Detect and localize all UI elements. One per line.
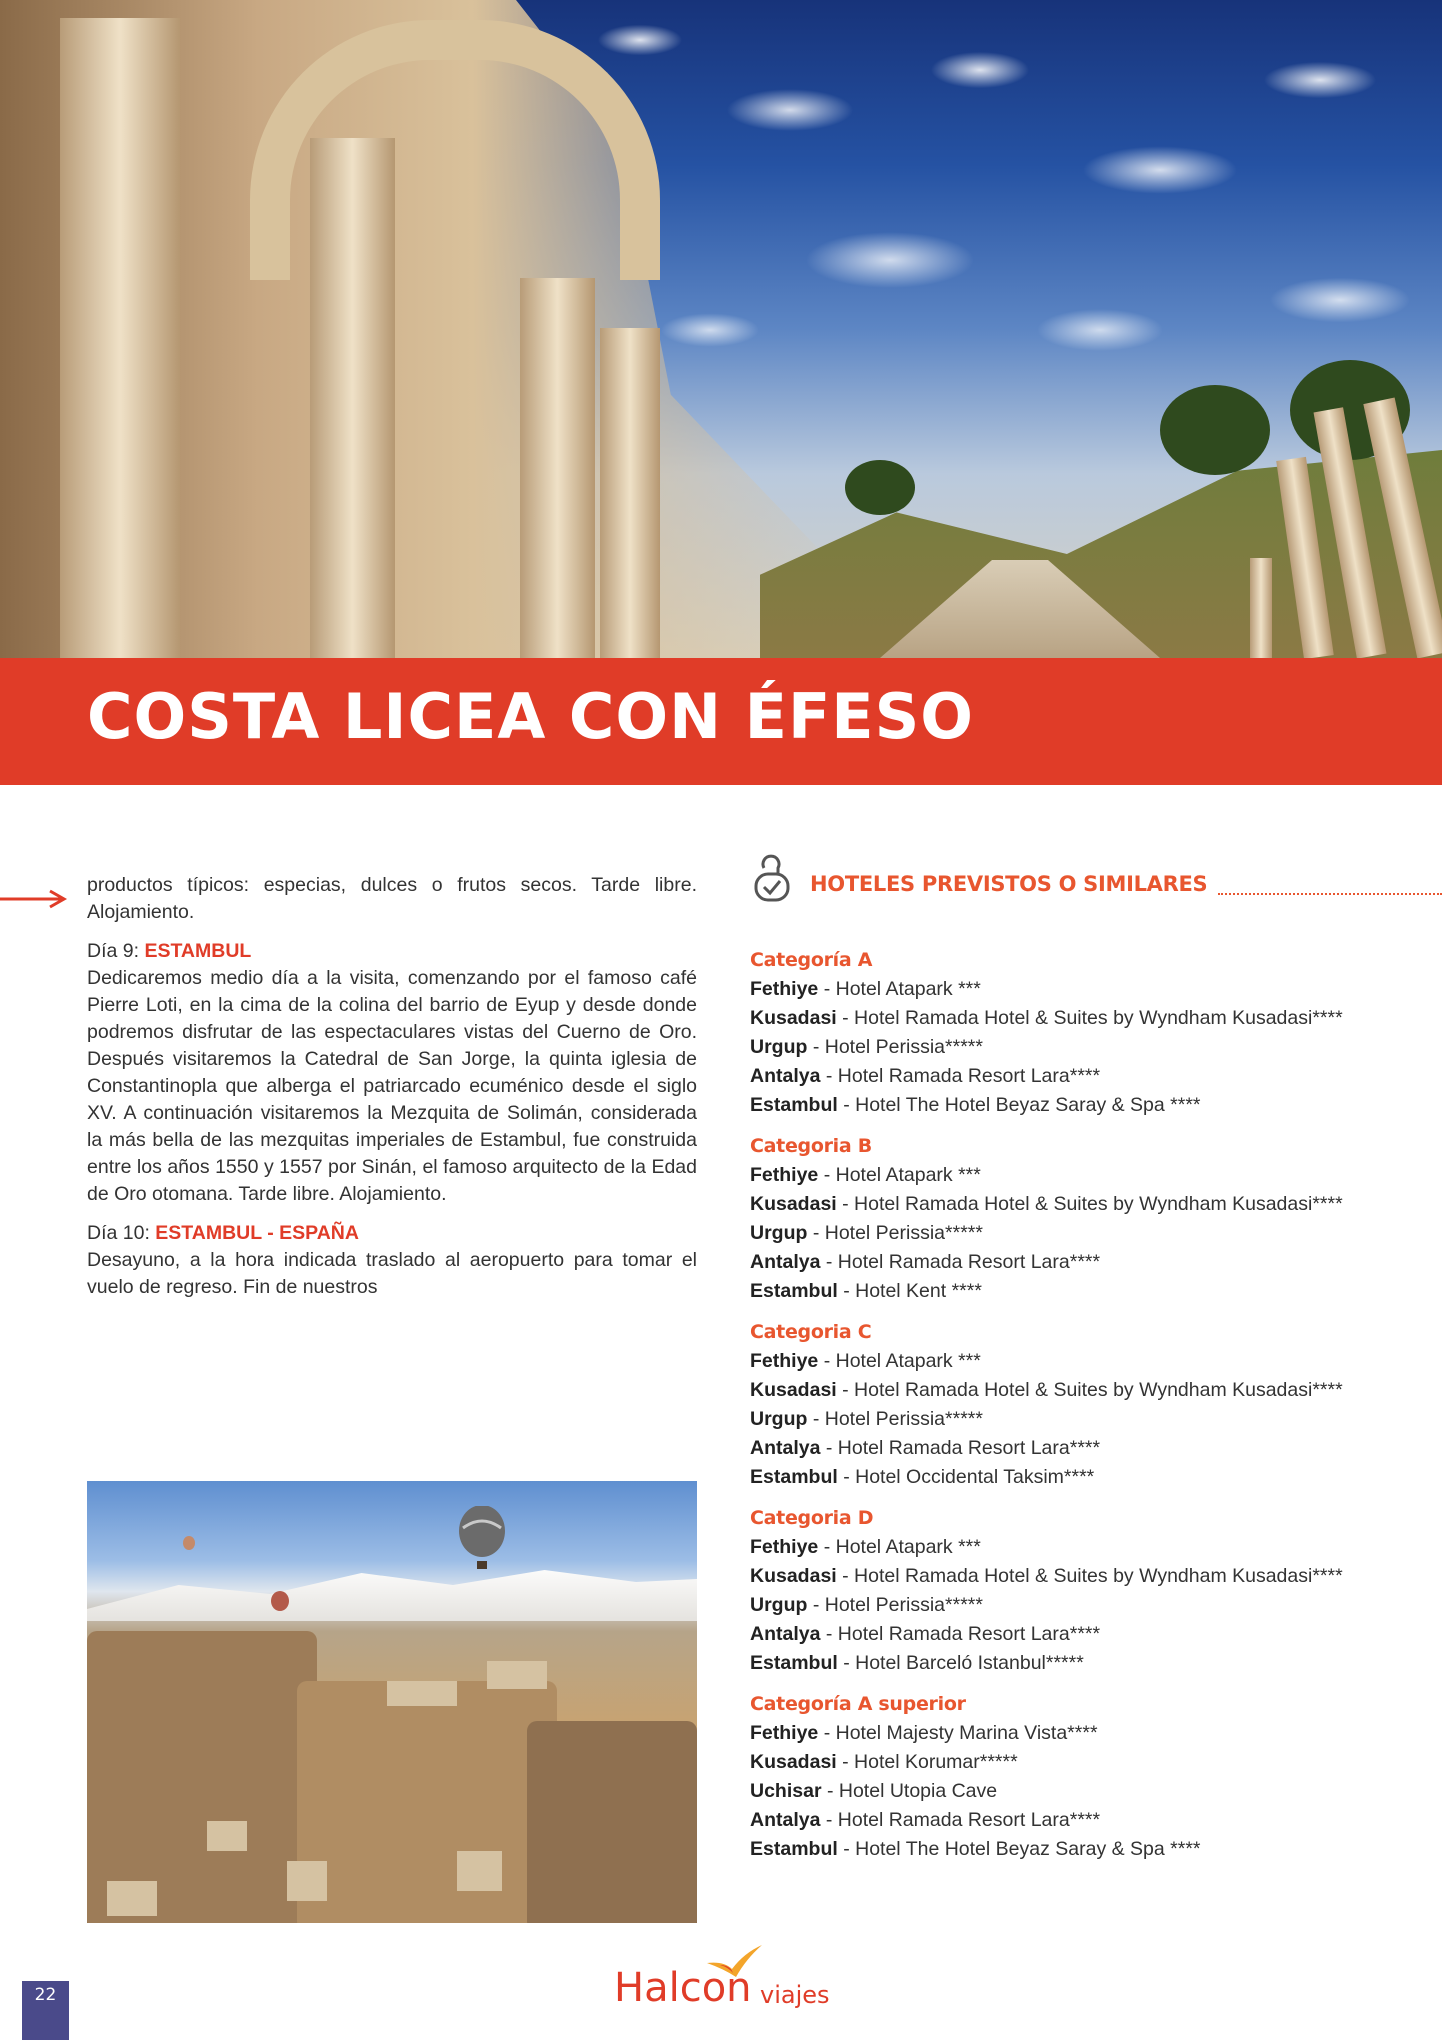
- hotel-row: [750, 1562, 1442, 1591]
- cave-house: [387, 1681, 457, 1706]
- hotel-name: - Hotel Kent ****: [837, 1280, 982, 1302]
- hotel-city: Uchisar: [750, 1780, 822, 1802]
- title-band: [0, 658, 1442, 785]
- hotel-city: Estambul: [750, 1838, 838, 1860]
- day-destination: ESTAMBUL - ESPAÑA: [155, 1222, 359, 1244]
- hotel-name: - Hotel The Hotel Beyaz Saray & Spa ****: [837, 1094, 1201, 1116]
- hotel-row: [750, 1463, 1442, 1492]
- cave-house: [287, 1861, 327, 1901]
- hotel-city: Fethiye: [750, 1536, 819, 1558]
- hotel-name: - Hotel Ramada Hotel & Suites by Wyndham Kusadasi****: [836, 1193, 1343, 1215]
- column: [600, 328, 660, 658]
- hotel-row: [750, 1062, 1442, 1091]
- hotel-name: - Hotel Perissia*****: [807, 1222, 983, 1244]
- hotel-name: - Hotel The Hotel Beyaz Saray & Spa ****: [837, 1838, 1201, 1860]
- hotel-city: Estambul: [750, 1280, 838, 1302]
- day-description: Desayuno, a la hora indicada traslado al aeropuerto para tomar el vuelo de regreso. Fin de nuestros: [87, 1249, 697, 1298]
- hotel-name: - Hotel Atapark ***: [818, 1350, 981, 1372]
- category-title: Categoria B: [750, 1135, 872, 1157]
- hotel-row: [750, 1591, 1442, 1620]
- column: [520, 278, 595, 658]
- hotel-city: Kusadasi: [750, 1193, 837, 1215]
- logo-brand-sub: viajes: [760, 1981, 830, 2009]
- hotel-row: [750, 1649, 1442, 1678]
- column: [310, 138, 395, 658]
- category-d: [750, 1504, 1442, 1678]
- rock-formation: [297, 1681, 557, 1923]
- tree: [1160, 385, 1270, 475]
- hotel-city: Kusadasi: [750, 1565, 837, 1587]
- hotel-name: - Hotel Atapark ***: [818, 1536, 981, 1558]
- day-label: Día 9:: [87, 940, 145, 962]
- category-title: Categoría A: [750, 949, 873, 971]
- hotel-city: Fethiye: [750, 1350, 819, 1372]
- hotel-city: Estambul: [750, 1652, 838, 1674]
- hotel-city: Urgup: [750, 1594, 808, 1616]
- column: [1250, 558, 1272, 658]
- hotel-city: Kusadasi: [750, 1379, 837, 1401]
- hotel-row: [750, 1248, 1442, 1277]
- category-title: Categoria D: [750, 1507, 874, 1529]
- hotel-name: - Hotel Ramada Hotel & Suites by Wyndham Kusadasi****: [836, 1007, 1343, 1029]
- hotel-name: - Hotel Perissia*****: [807, 1408, 983, 1430]
- cappadocia-photo: [87, 1481, 697, 1923]
- hotel-name: - Hotel Atapark ***: [818, 1164, 981, 1186]
- hotel-name: - Hotel Ramada Hotel & Suites by Wyndham Kusadasi****: [836, 1565, 1343, 1587]
- hotel-row: [750, 1806, 1442, 1835]
- hotel-city: Urgup: [750, 1408, 808, 1430]
- hotel-row: [750, 975, 1442, 1004]
- hotel-city: Antalya: [750, 1251, 821, 1273]
- category-a: [750, 946, 1442, 1120]
- hotel-city: Urgup: [750, 1036, 808, 1058]
- hotel-row: [750, 1777, 1442, 1806]
- door-hanger-icon: [750, 854, 794, 904]
- hotel-row: [750, 1748, 1442, 1777]
- category-b: [750, 1132, 1442, 1306]
- category-a-superior: [750, 1690, 1442, 1864]
- hotel-name: - Hotel Barceló Istanbul*****: [837, 1652, 1084, 1674]
- hotel-name: - Hotel Ramada Hotel & Suites by Wyndham Kusadasi****: [836, 1379, 1343, 1401]
- hotel-row: [750, 1004, 1442, 1033]
- tree: [845, 460, 915, 515]
- hotel-categories: [750, 946, 1442, 1876]
- hot-air-balloon: [457, 1506, 507, 1576]
- hotel-row: [750, 1277, 1442, 1306]
- halcon-viajes-logo: [612, 1943, 842, 2013]
- page-title: COSTA LICEA CON ÉFESO: [87, 680, 975, 753]
- hotel-name: - Hotel Ramada Resort Lara****: [820, 1809, 1101, 1831]
- category-title: Categoría A superior: [750, 1693, 966, 1715]
- hotel-row: [750, 1620, 1442, 1649]
- day-destination: ESTAMBUL: [144, 940, 252, 962]
- hotel-city: Antalya: [750, 1065, 821, 1087]
- hotel-row: [750, 1533, 1442, 1562]
- hotel-name: - Hotel Atapark ***: [818, 978, 981, 1000]
- cave-house: [487, 1661, 547, 1689]
- day-label: Día 10:: [87, 1222, 156, 1244]
- hotel-name: - Hotel Perissia*****: [807, 1036, 983, 1058]
- page-number: 22: [22, 1981, 69, 2040]
- day-heading: [87, 938, 697, 965]
- column: [60, 18, 180, 658]
- hotel-city: Antalya: [750, 1623, 821, 1645]
- hotel-row: [750, 1434, 1442, 1463]
- category-c: [750, 1318, 1442, 1492]
- hotel-name: - Hotel Ramada Resort Lara****: [820, 1251, 1101, 1273]
- hotel-name: - Hotel Occidental Taksim****: [837, 1466, 1095, 1488]
- hotel-row: [750, 1376, 1442, 1405]
- cave-house: [107, 1881, 157, 1916]
- category-title: Categoria C: [750, 1321, 872, 1343]
- hotel-row: [750, 1405, 1442, 1434]
- rock-formation: [527, 1721, 697, 1923]
- hotel-row: [750, 1219, 1442, 1248]
- day-description: Dedicaremos medio día a la visita, comenzando por el famoso café Pierre Loti, en la cima de la colina del barrio de Eyup y desde donde podremos disfrutar de las espectaculares vistas del Cuerno de Oro. Después visitaremos la Catedral de San Jorge, la quinta iglesia de Constantinopla que alberga el patriarcado ecuménico desde el siglo XV. A continuación visitaremos la Mezquita de Solimán, considerada la más bella de las mezquitas imperiales de Estambul, fue construida entre los años 1550 y 1557 por Sinán, el famoso arquitecto de la Edad de Oro otomana. Tarde libre. Alojamiento.: [87, 967, 697, 1205]
- dotted-rule: [1218, 893, 1442, 895]
- hotel-name: - Hotel Majesty Marina Vista****: [818, 1722, 1098, 1744]
- hotel-row: [750, 1091, 1442, 1120]
- intro-paragraph: productos típicos: especias, dulces o frutos secos. Tarde libre. Alojamiento.: [87, 874, 697, 923]
- hotel-city: Kusadasi: [750, 1007, 837, 1029]
- hotel-city: Kusadasi: [750, 1751, 837, 1773]
- cave-house: [207, 1821, 247, 1851]
- hot-air-balloon: [270, 1591, 290, 1615]
- hotel-city: Estambul: [750, 1466, 838, 1488]
- arrow-right-icon: [0, 888, 70, 910]
- hotel-name: - Hotel Ramada Resort Lara****: [820, 1623, 1101, 1645]
- hotel-city: Fethiye: [750, 978, 819, 1000]
- hotel-city: Fethiye: [750, 1164, 819, 1186]
- hotel-name: - Hotel Perissia*****: [807, 1594, 983, 1616]
- hotel-name: - Hotel Korumar*****: [836, 1751, 1018, 1773]
- hotel-row: [750, 1033, 1442, 1062]
- hotels-header: [750, 850, 1442, 900]
- hotel-row: [750, 1161, 1442, 1190]
- rock-formation: [87, 1631, 317, 1923]
- hotel-city: Urgup: [750, 1222, 808, 1244]
- hotel-name: - Hotel Utopia Cave: [821, 1780, 998, 1802]
- hero-photo: [0, 0, 1442, 658]
- day-heading: [87, 1220, 697, 1247]
- hotel-city: Antalya: [750, 1809, 821, 1831]
- cave-house: [457, 1851, 502, 1891]
- hotel-row: [750, 1719, 1442, 1748]
- logo-brand-main: Halcon: [614, 1965, 752, 2011]
- hotel-row: [750, 1835, 1442, 1864]
- hotel-city: Fethiye: [750, 1722, 819, 1744]
- hotel-row: [750, 1190, 1442, 1219]
- itinerary-column: [87, 872, 697, 1301]
- hotel-name: - Hotel Ramada Resort Lara****: [820, 1437, 1101, 1459]
- hotel-city: Estambul: [750, 1094, 838, 1116]
- snowy-mountains: [87, 1561, 697, 1621]
- hotels-title: HOTELES PREVISTOS O SIMILARES: [810, 872, 1208, 896]
- hotel-row: [750, 1347, 1442, 1376]
- hotel-name: - Hotel Ramada Resort Lara****: [820, 1065, 1101, 1087]
- hotel-city: Antalya: [750, 1437, 821, 1459]
- hot-air-balloon: [182, 1536, 196, 1556]
